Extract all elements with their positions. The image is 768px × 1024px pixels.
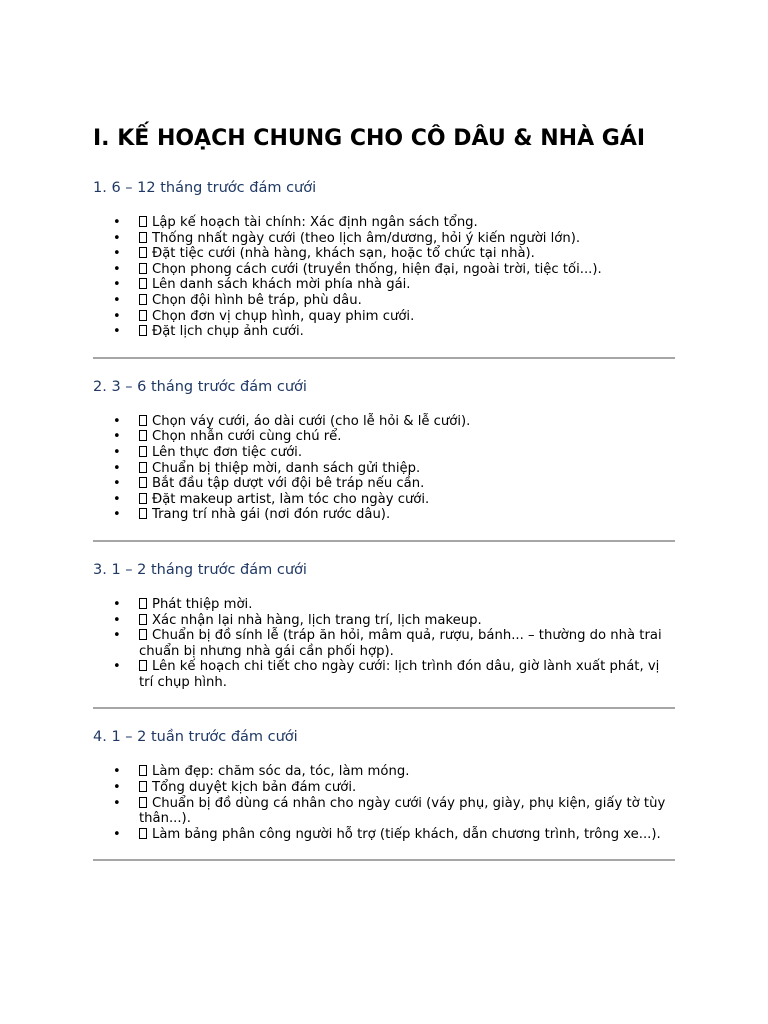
section-divider xyxy=(93,859,675,861)
missing-glyph-box-icon xyxy=(139,797,147,808)
checklist xyxy=(93,414,675,523)
list-item xyxy=(93,429,675,445)
list-item-text: Chọn đội hình bê tráp, phù dâu. xyxy=(152,292,362,308)
list-item xyxy=(93,231,675,247)
list-item xyxy=(93,827,675,843)
list-item-text: Lên kế hoạch chi tiết cho ngày cưới: lịch trình đón dâu, giờ lành xuất phát, vị trí chụp hình. xyxy=(139,659,660,690)
missing-glyph-box-icon xyxy=(139,614,147,625)
bullet-icon: • xyxy=(113,764,121,780)
missing-glyph-box-icon xyxy=(139,325,147,336)
list-item-text: Lên thực đơn tiệc cưới. xyxy=(152,444,303,460)
bullet-icon: • xyxy=(113,413,121,429)
missing-glyph-box-icon xyxy=(139,247,147,258)
list-item xyxy=(93,309,675,325)
bullet-icon: • xyxy=(113,429,121,445)
list-item-text: Phát thiệp mời. xyxy=(152,596,253,612)
list-item xyxy=(93,796,675,827)
list-item-text: Trang trí nhà gái (nơi đón rước dâu). xyxy=(152,507,391,523)
missing-glyph-box-icon xyxy=(139,781,147,792)
bullet-icon: • xyxy=(113,507,121,523)
bullet-icon: • xyxy=(113,444,121,460)
bullet-icon: • xyxy=(113,491,121,507)
list-item xyxy=(93,461,675,477)
list-item-text: Lên danh sách khách mời phía nhà gái. xyxy=(152,277,411,293)
list-item xyxy=(93,613,675,629)
list-item xyxy=(93,414,675,430)
bullet-icon: • xyxy=(113,292,121,308)
missing-glyph-box-icon xyxy=(139,508,147,519)
list-item xyxy=(93,764,675,780)
bullet-icon: • xyxy=(113,795,121,811)
list-item-text: Chọn đơn vị chụp hình, quay phim cưới. xyxy=(152,308,415,324)
missing-glyph-box-icon xyxy=(139,310,147,321)
list-item-text: Chuẩn bị thiệp mời, danh sách gửi thiệp. xyxy=(152,460,421,476)
list-item xyxy=(93,262,675,278)
list-item xyxy=(93,324,675,340)
list-item xyxy=(93,277,675,293)
bullet-icon: • xyxy=(113,246,121,262)
list-item-text: Lập kế hoạch tài chính: Xác định ngân sách tổng. xyxy=(152,215,478,230)
missing-glyph-box-icon xyxy=(139,263,147,274)
bullet-icon: • xyxy=(113,215,121,230)
checklist xyxy=(93,764,675,842)
bullet-icon: • xyxy=(113,308,121,324)
list-item-text: Chọn nhẫn cưới cùng chú rể. xyxy=(152,429,342,445)
missing-glyph-box-icon xyxy=(139,598,147,609)
list-item-text: Bắt đầu tập dượt với đội bê tráp nếu cần. xyxy=(152,476,425,492)
bullet-icon: • xyxy=(113,628,121,644)
list-item-text: Làm bảng phân công người hỗ trợ (tiếp khách, dẫn chương trình, trông xe...). xyxy=(152,826,661,842)
list-item-text: Đặt tiệc cưới (nhà hàng, khách sạn, hoặc tổ chức tại nhà). xyxy=(152,246,535,262)
checklist xyxy=(93,597,675,691)
list-item-text: Chuẩn bị đồ sính lễ (tráp ăn hỏi, mâm quả, rượu, bánh... – thường do nhà trai chuẩn bị nhưng nhà gái cần phối hợp). xyxy=(139,628,662,659)
bullet-icon: • xyxy=(113,261,121,277)
section-title: 1. 6 – 12 tháng trước đám cưới xyxy=(93,180,317,196)
list-item xyxy=(93,507,675,523)
section-title: 2. 3 – 6 tháng trước đám cưới xyxy=(93,378,307,395)
list-item-text: Chọn phong cách cưới (truyền thống, hiện đại, ngoài trời, tiệc tối...). xyxy=(152,261,602,277)
missing-glyph-box-icon xyxy=(139,446,147,457)
missing-glyph-box-icon xyxy=(139,765,147,776)
page-title: I. KẾ HOẠCH CHUNG CHO CÔ DÂU & NHÀ GÁI xyxy=(93,126,646,151)
missing-glyph-box-icon xyxy=(139,294,147,305)
missing-glyph-box-icon xyxy=(139,477,147,488)
list-item-text: Đặt lịch chụp ảnh cưới. xyxy=(152,324,304,340)
missing-glyph-box-icon xyxy=(139,278,147,289)
missing-glyph-box-icon xyxy=(139,430,147,441)
missing-glyph-box-icon xyxy=(139,462,147,473)
missing-glyph-box-icon xyxy=(139,629,147,640)
list-item xyxy=(93,628,675,659)
missing-glyph-box-icon xyxy=(139,415,147,426)
section-1 xyxy=(93,179,675,359)
list-item xyxy=(93,215,675,231)
section-title: 4. 1 – 2 tuần trước đám cưới xyxy=(93,729,298,746)
list-item xyxy=(93,492,675,508)
sections-container xyxy=(93,179,675,861)
missing-glyph-box-icon xyxy=(139,493,147,504)
document-page xyxy=(93,126,675,861)
missing-glyph-box-icon xyxy=(139,828,147,839)
list-item xyxy=(93,780,675,796)
section-divider xyxy=(93,707,675,709)
list-item-text: Chọn váy cưới, áo dài cưới (cho lễ hỏi & lễ cưới). xyxy=(152,413,471,429)
section-divider xyxy=(93,540,675,542)
list-item xyxy=(93,597,675,613)
bullet-icon: • xyxy=(113,780,121,796)
list-item-text: Làm đẹp: chăm sóc da, tóc, làm móng. xyxy=(152,764,410,780)
list-item-text: Chuẩn bị đồ dùng cá nhân cho ngày cưới (váy phụ, giày, phụ kiện, giấy tờ tùy thân...). xyxy=(139,795,666,827)
missing-glyph-box-icon xyxy=(139,232,147,243)
bullet-icon: • xyxy=(113,659,121,675)
list-item-text: Tổng duyệt kịch bản đám cưới. xyxy=(152,780,357,796)
checklist xyxy=(93,215,675,340)
list-item xyxy=(93,445,675,461)
bullet-icon: • xyxy=(113,460,121,476)
list-item xyxy=(93,659,675,690)
bullet-icon: • xyxy=(113,476,121,492)
list-item-text: Đặt makeup artist, làm tóc cho ngày cưới. xyxy=(152,491,430,507)
section-4 xyxy=(93,728,675,861)
bullet-icon: • xyxy=(113,596,121,612)
bullet-icon: • xyxy=(113,612,121,628)
section-2 xyxy=(93,378,675,542)
section-divider xyxy=(93,357,675,359)
list-item xyxy=(93,246,675,262)
list-item-text: Xác nhận lại nhà hàng, lịch trang trí, lịch makeup. xyxy=(152,612,482,628)
missing-glyph-box-icon xyxy=(139,216,147,227)
bullet-icon: • xyxy=(113,324,121,340)
bullet-icon: • xyxy=(113,277,121,293)
list-item xyxy=(93,293,675,309)
missing-glyph-box-icon xyxy=(139,660,147,671)
list-item xyxy=(93,476,675,492)
bullet-icon: • xyxy=(113,826,121,842)
bullet-icon: • xyxy=(113,230,121,246)
section-3 xyxy=(93,561,675,710)
list-item-text: Thống nhất ngày cưới (theo lịch âm/dương, hỏi ý kiến người lớn). xyxy=(152,230,581,246)
section-title: 3. 1 – 2 tháng trước đám cưới xyxy=(93,561,307,578)
